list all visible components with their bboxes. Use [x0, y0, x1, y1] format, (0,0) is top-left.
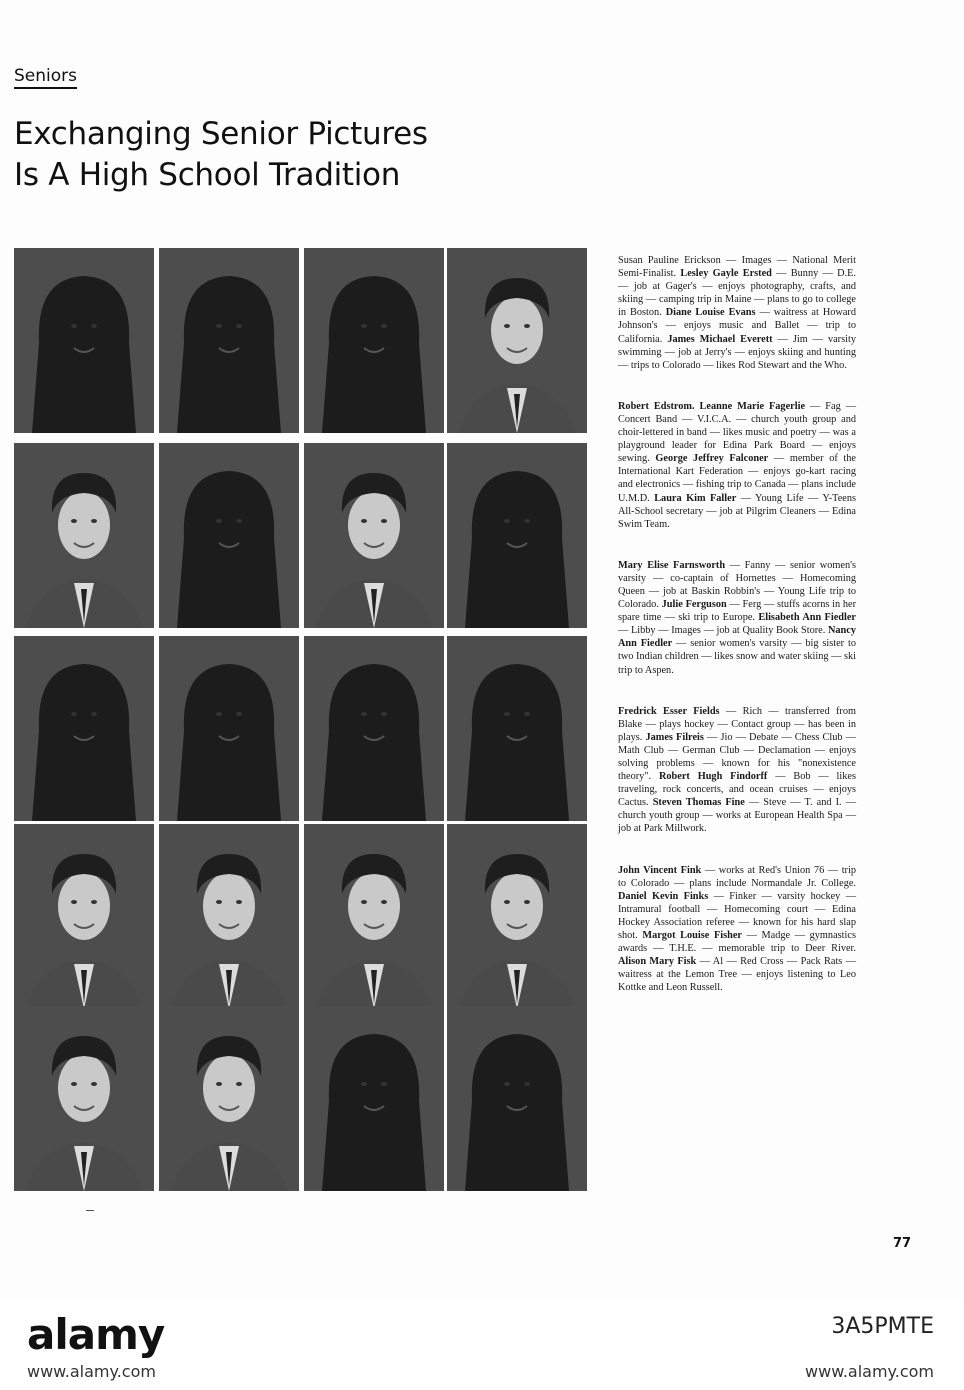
student-name: Laura Kim Faller: [654, 492, 737, 504]
senior-portrait: [447, 824, 587, 1009]
senior-portrait: [159, 1006, 299, 1191]
student-name: James Michael Everett: [667, 333, 773, 345]
caption-text: — senior women's varsity — big sister to two Indian children — likes snow and water skiing — ski trip to Aspen.: [618, 638, 856, 676]
student-name: George Jeffrey Falconer: [655, 453, 769, 465]
caption-text: — Steve — T. and I. — church youth group — works at European Health Spa — job at Park Millwork.: [618, 797, 856, 835]
senior-portrait: [159, 824, 299, 1009]
caption-text: — Madge — gymnastics awards — T.H.E. — memorable trip to Deer River.: [618, 930, 856, 955]
caption-text: Susan Pauline Erickson —: [618, 255, 742, 266]
student-name: Steven Thomas Fine: [652, 797, 745, 809]
senior-portrait: [304, 248, 444, 433]
student-name: Fredrick Esser Fields: [618, 705, 720, 717]
student-name: Mary Elise Farnsworth: [618, 559, 726, 571]
senior-portrait: [14, 636, 154, 821]
caption-text: — works at Red's Union 76 — trip to Colorado — plans include Normandale Jr. College.: [618, 864, 856, 889]
caption-text: — job at Quality Book Store.: [700, 625, 828, 637]
student-name: Margot Louise Fisher: [642, 930, 742, 942]
caption-block: [618, 864, 856, 995]
senior-portrait: [447, 636, 587, 821]
caption-text: — National Merit Semi-Finalist.: [618, 255, 856, 280]
senior-portrait: [159, 248, 299, 433]
caption-block: [618, 559, 856, 677]
senior-portrait: [14, 824, 154, 1009]
student-name: Robert Edstrom. Leanne Marie Fagerlie: [618, 400, 806, 412]
alamy-logo: alamy: [27, 1310, 165, 1359]
caption-text: — Jim — varsity swimming — job at Jerry's — enjoys skiing and hunting — trips to Colorado — likes Rod Stewart and the Who.: [618, 333, 856, 371]
senior-portrait: [14, 248, 154, 433]
senior-portrait: [14, 1006, 154, 1191]
page-number: 77: [893, 1236, 912, 1251]
senior-portrait: [159, 443, 299, 628]
caption-text: — Bunny — D.E. — job at Gager's — enjoys photography, crafts, and skiing — camping trip in Maine — plans to go to college in Boston.: [618, 268, 856, 319]
senior-portrait: [447, 443, 587, 628]
caption-text: — Al — Red Cross — Pack Rats — waitress at the Lemon Tree — enjoys listening to Leo Kottke and Leon Russell.: [618, 956, 856, 994]
page-title: Exchanging Senior Pictures Is A High School Tradition: [14, 116, 428, 193]
senior-portrait: [447, 248, 587, 433]
footer-url-right: www.alamy.com: [805, 1362, 934, 1381]
student-name: James Filreis: [645, 731, 704, 743]
caption-text: — waitress at Howard Johnson's — enjoys music and Ballet — trip to California.: [618, 307, 856, 345]
caption-text: — Young Life — Y-Teens All-School secretary — job at Pilgrim Cleaners — Edina Swim Team.: [618, 492, 856, 530]
caption-text: — Bob — likes traveling, rock concerts, and ocean cruises — enjoys Cactus.: [618, 771, 856, 809]
section-label: Seniors: [14, 66, 77, 89]
student-name: Elisabeth Ann Fiedler: [758, 612, 856, 624]
senior-portrait: [159, 636, 299, 821]
caption-text: — Finker — varsity hockey — Intramural football — Homecoming court — Edina Hockey Association referee — known for his hard slap shot.: [618, 890, 856, 942]
student-name: Julie Ferguson: [661, 599, 727, 611]
caption-text: — Libby —: [618, 625, 672, 637]
student-name: Lesley Gayle Ersted: [680, 268, 772, 280]
caption-block: [618, 254, 856, 372]
senior-portrait: [304, 443, 444, 628]
senior-portrait: [304, 636, 444, 821]
student-name: Diane Louise Evans: [665, 307, 756, 319]
photo-grid: [14, 248, 592, 1210]
caption-text: — Fag — Concert Band — V.I.C.A. — church youth group and choir-lettered in band — likes music and poetry — was a playground leader for Edina Park Board — enjoys sewing.: [618, 400, 856, 465]
image-id: 3A5PMTE: [831, 1314, 934, 1339]
caption-text: — member of the International Kart Federation — enjoys go-kart racing and electronics — fishing trip to Canada — plans include U.M.D.: [618, 453, 856, 504]
student-name: Nancy Ann Fiedler: [618, 625, 856, 650]
student-name: John Vincent Fink: [618, 864, 702, 876]
caption-text: Images: [671, 625, 701, 637]
senior-portrait: [304, 824, 444, 1009]
student-name: Robert Hugh Findorff: [658, 771, 768, 783]
senior-portrait: [304, 1006, 444, 1191]
student-name: Daniel Kevin Finks: [618, 890, 709, 902]
caption-text: — Fanny — senior women's varsity — co-captain of Hornettes — Homecoming Queen — job at Baskin Robbin's — Young Life trip to Colorado.: [618, 559, 856, 611]
caption-text: — Jio — Debate — Chess Club — Math Club — German Club — Declamation — enjoys solving problems — known for his "nonexistence theory".: [618, 731, 856, 783]
caption-block: [618, 705, 856, 836]
caption-text: Images: [741, 255, 772, 266]
stray-mark: [86, 1210, 94, 1211]
caption-text: — Rich — transferred from Blake — plays hockey — Contact group — has been in plays.: [618, 705, 856, 743]
footer-url-left: www.alamy.com: [27, 1362, 156, 1381]
watermark-footer: [0, 1300, 964, 1390]
senior-portrait: [447, 1006, 587, 1191]
captions-column: [618, 254, 856, 995]
senior-portrait: [14, 443, 154, 628]
student-name: Alison Mary Fisk: [618, 956, 697, 968]
caption-block: [618, 400, 856, 531]
caption-text: — Ferg — stuffs acorns in her spare time — ski trip to Europe.: [618, 599, 856, 624]
